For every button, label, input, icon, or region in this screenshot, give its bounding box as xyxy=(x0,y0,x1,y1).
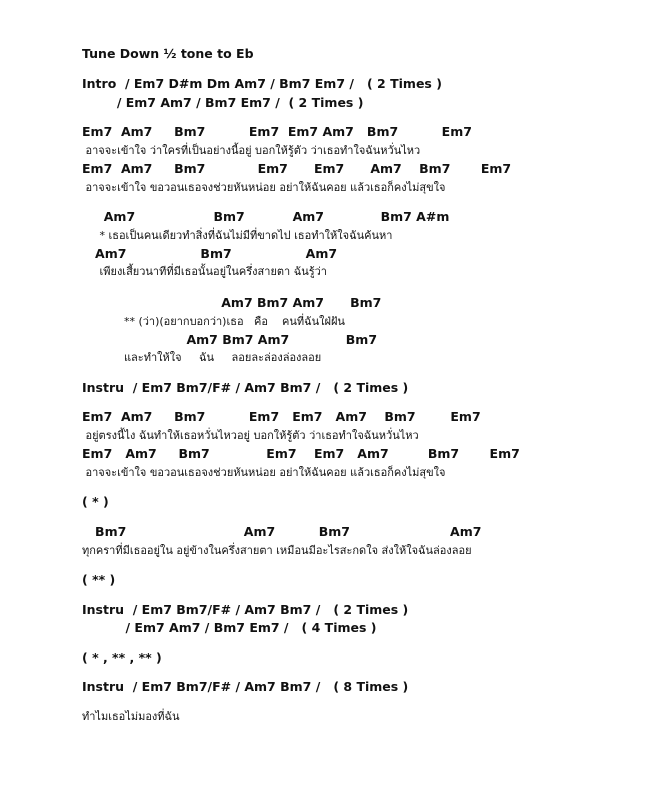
final-lyric: ทำไมเธอไม่มองที่ฉัน xyxy=(82,710,180,723)
bridge-chords-2: Am7 Bm7 Am7 Bm7 xyxy=(82,332,378,347)
verse2-lyrics-2: อาจจะเข้าใจ ขอวอนเธอจงช่วยหันหน่อย อย่าให้ฉันคอย แล้วเธอก็คงไม่สุขใจ xyxy=(82,466,446,479)
chorus-lyrics-2: เพียงเสี้ยวนาทีที่มีเธอนั้นอยู่ในครึ่งสายตา ฉันรู้ว่า xyxy=(82,265,327,278)
bridge-lyrics-1: ** (ว่า)(อยากบอกว่า)เธอ คือ คนที่ฉันใฝ่ฝัน xyxy=(82,315,345,328)
marker-star: ( * ) xyxy=(82,494,109,509)
chorus-chords-1: Am7 Bm7 Am7 Bm7 A#m xyxy=(82,209,450,224)
chorus-lyrics-1: * เธอเป็นคนเดียวทำสิ่งที่ฉันไม่มีที่ขาดไป เธอทำให้ใจฉันค้นหา xyxy=(82,229,393,242)
intro-line-2: / Em7 Am7 / Bm7 Em7 / ( 2 Times ) xyxy=(82,95,364,110)
bridge-chords-1: Am7 Bm7 Am7 Bm7 xyxy=(82,295,382,310)
intro-line-1: Intro / Em7 D#m Dm Am7 / Bm7 Em7 / ( 2 Times ) xyxy=(82,76,442,91)
verse2-lyrics-1: อยู่ตรงนี้ไง ฉันทำให้เธอหวั่นไหวอยู่ บอกให้รู้ตัว ว่าเธอทำใจฉันหวั่นไหว xyxy=(82,429,419,442)
chorus-chords-2: Am7 Bm7 Am7 xyxy=(82,246,338,261)
verse1-chords-2: Em7 Am7 Bm7 Em7 Em7 Am7 Bm7 Em7 xyxy=(82,161,512,176)
verse1-lyrics-2: อาจจะเข้าใจ ขอวอนเธอจงช่วยหันหน่อย อย่าให้ฉันคอย แล้วเธอก็คงไม่สุขใจ xyxy=(82,181,446,194)
bridge-lyrics-2: และทำให้ใจ ฉัน ลอยละล่องล่องลอย xyxy=(82,351,322,364)
verse1-lyrics-1: อาจจะเข้าใจ ว่าใครที่เป็นอย่างนี้อยู่ บอกให้รู้ตัว ว่าเธอทำใจฉันหวั่นไหว xyxy=(82,144,421,157)
instru-2-line-1: Instru / Em7 Bm7/F# / Am7 Bm7 / ( 2 Times ) xyxy=(82,602,409,617)
verse1-chords-1: Em7 Am7 Bm7 Em7 Em7 Am7 Bm7 Em7 xyxy=(82,124,472,139)
marker-repeat: ( * , ** , ** ) xyxy=(82,650,162,665)
instru-1: Instru / Em7 Bm7/F# / Am7 Bm7 / ( 2 Times ) xyxy=(82,380,409,395)
verse2-chords-2: Em7 Am7 Bm7 Em7 Em7 Am7 Bm7 Em7 xyxy=(82,446,520,461)
outro-chords: Bm7 Am7 Bm7 Am7 xyxy=(82,524,482,539)
title: Tune Down ½ tone to Eb xyxy=(82,46,254,61)
marker-double-star: ( ** ) xyxy=(82,572,116,587)
outro-lyrics: ทุกคราที่มีเธออยู่ใน อยู่ข้างในครึ่งสายตา เหมือนมีอะไรสะกดใจ ส่งให้ใจฉันล่องลอย xyxy=(82,544,472,557)
instru-3: Instru / Em7 Bm7/F# / Am7 Bm7 / ( 8 Times ) xyxy=(82,679,409,694)
verse2-chords-1: Em7 Am7 Bm7 Em7 Em7 Am7 Bm7 Em7 xyxy=(82,409,481,424)
instru-2-line-2: / Em7 Am7 / Bm7 Em7 / ( 4 Times ) xyxy=(82,620,377,635)
